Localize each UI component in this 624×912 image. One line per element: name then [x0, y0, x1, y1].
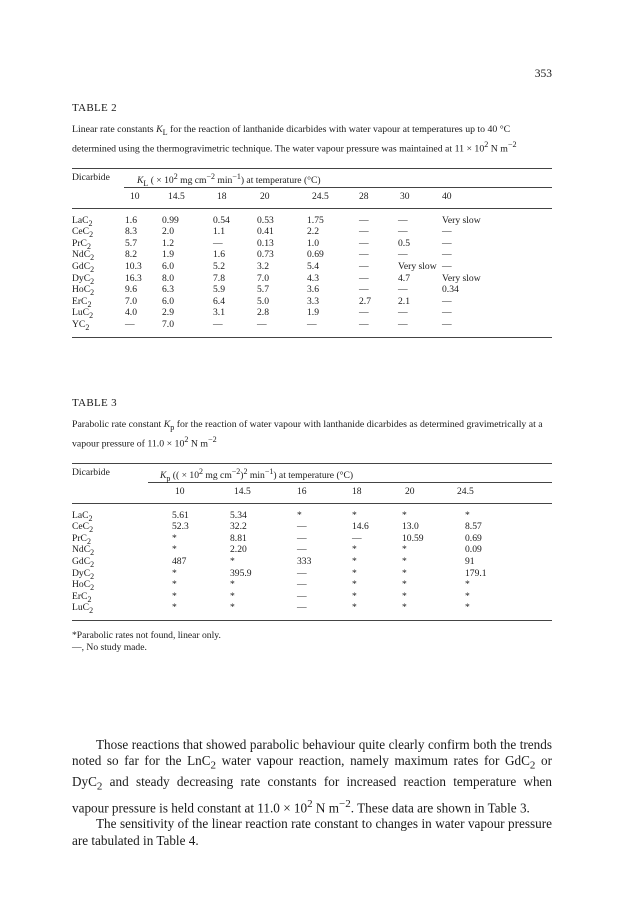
rate-cell: Very slow [442, 272, 481, 284]
rate-cell: 16.3 [125, 272, 142, 284]
table-2-col-header-dicarbide: Dicarbide [72, 171, 110, 183]
rate-cell: 3.3 [307, 295, 319, 307]
table-row [72, 510, 552, 522]
rate-cell: 3.1 [213, 307, 225, 319]
rate-cell: — [352, 532, 362, 544]
table-3-temperature-row [72, 483, 552, 503]
rate-cell: * [402, 509, 407, 521]
rate-cell: * [465, 509, 470, 521]
rate-cell: 6.0 [162, 261, 174, 272]
rate-cell: 5.2 [213, 261, 225, 272]
table-row [72, 521, 552, 533]
rate-cell: — [398, 307, 408, 319]
rate-cell: — [297, 521, 307, 533]
dicarbide-name: PrC$_2$ [72, 237, 91, 251]
rate-cell: 1.6 [213, 249, 225, 261]
rate-cell: 1.75 [307, 214, 324, 226]
rate-cell: — [297, 532, 307, 544]
rate-cell: * [352, 602, 357, 614]
rate-cell: 5.7 [257, 284, 269, 296]
rate-cell: 14.6 [352, 521, 369, 533]
table-row [72, 296, 552, 308]
rate-cell: 8.0 [162, 272, 174, 284]
rate-cell: 4.0 [125, 307, 137, 319]
dicarbide-name: ErC$_2$ [72, 590, 92, 604]
rate-cell: — [307, 318, 317, 330]
rate-cell: * [352, 509, 357, 521]
rate-cell: * [402, 602, 407, 614]
rate-cell: — [359, 261, 369, 272]
rate-cell: — [442, 226, 452, 238]
rate-cell: * [402, 567, 407, 579]
rate-cell: — [359, 249, 369, 261]
rate-cell: * [352, 579, 357, 591]
table-2-temperature-1: 14.5 [168, 190, 185, 202]
table-3-label: TABLE 3 [72, 397, 117, 409]
table-row [72, 273, 552, 285]
rate-cell: 2.0 [162, 226, 174, 238]
rate-cell: 7.0 [162, 318, 174, 330]
rate-cell: 2.9 [162, 307, 174, 319]
body-paragraph-1: Those reactions that showed parabolic behaviour quite clearly confirm both the trends noted so far for the LnC$_2$ water vapour reaction, namely maximum rates for GdC$_2$ or DyC$_2$ and steady decreasing rate constants for increased reaction temperature when vapour pressure is held constant at $11.0 \times 10^2$ N $m^{-2}$. These data are shown in Table 3. [72, 737, 552, 815]
table-row [72, 544, 552, 556]
rate-cell: 10.59 [402, 532, 424, 544]
rate-cell: — [359, 226, 369, 238]
rate-cell: 6.3 [162, 284, 174, 296]
dicarbide-name: NdC$_2$ [72, 544, 95, 558]
rate-cell: 395.9 [230, 567, 252, 579]
rate-cell: — [359, 284, 369, 296]
rate-cell: — [442, 295, 452, 307]
dicarbide-name: DyC$_2$ [72, 567, 95, 581]
table-3-note-asterisk: *Parabolic rates not found, linear only. [72, 629, 221, 641]
rate-cell: — [398, 249, 408, 261]
rate-cell: 6.0 [162, 295, 174, 307]
table-3-bottom-rule [72, 620, 552, 621]
table-row [72, 533, 552, 545]
rate-cell: 1.1 [213, 226, 225, 238]
table-2-group-header: $K_L$ ( × $10^2$ mg $cm^{-2}$ $\min^{-1}$) at temperature (°C) [137, 171, 321, 188]
dicarbide-name: HoC$_2$ [72, 579, 95, 593]
table-row [72, 591, 552, 603]
rate-cell: — [297, 590, 307, 602]
rate-cell: 8.3 [125, 226, 137, 238]
rate-cell: — [297, 544, 307, 556]
rate-cell: * [172, 602, 177, 614]
rate-cell: 13.0 [402, 521, 419, 533]
rate-cell: 8.81 [230, 532, 247, 544]
table-2-header-row [72, 169, 552, 187]
rate-cell: — [398, 214, 408, 226]
rate-cell: 7.8 [213, 272, 225, 284]
rate-cell: * [172, 567, 177, 579]
rate-cell: 7.0 [257, 272, 269, 284]
rate-cell: 4.7 [398, 272, 410, 284]
rate-cell: 0.13 [257, 237, 274, 249]
table-3-col-header-dicarbide: Dicarbide [72, 466, 110, 478]
rate-cell: Very slow [398, 261, 437, 272]
table-row [72, 568, 552, 580]
rate-cell: — [359, 214, 369, 226]
rate-cell: — [398, 318, 408, 330]
rate-cell: * [172, 532, 177, 544]
body-paragraph-2: The sensitivity of the linear reaction rate constant to changes in water vapour pressure are tabulated in Table 4. [72, 816, 552, 848]
table-2-temperature-row [72, 188, 552, 208]
table-3-group-header: $K_p$ (( × $10^2$ mg $cm^{-2})^2$ $\min^{-1}$) at temperature (°C) [160, 466, 354, 483]
rate-cell: — [359, 237, 369, 249]
rate-cell: — [125, 318, 135, 330]
rate-cell: * [352, 590, 357, 602]
table-3-note-dash: —, No study made. [72, 641, 147, 653]
rate-cell: * [465, 579, 470, 591]
rate-cell: — [257, 318, 267, 330]
rate-cell: — [442, 237, 452, 249]
rate-cell: * [230, 556, 235, 567]
rate-cell: 1.9 [307, 307, 319, 319]
table-row [72, 284, 552, 296]
dicarbide-name: CeC$_2$ [72, 521, 94, 535]
dicarbide-name: PrC$_2$ [72, 532, 91, 546]
dicarbide-name: LuC$_2$ [72, 307, 94, 321]
rate-cell: * [230, 579, 235, 591]
table-row [72, 556, 552, 568]
rate-cell: 32.2 [230, 521, 247, 533]
rate-cell: 1.9 [162, 249, 174, 261]
dicarbide-name: DyC$_2$ [72, 272, 95, 286]
rate-cell: 2.20 [230, 544, 247, 556]
rate-cell: 52.3 [172, 521, 189, 533]
rate-cell: — [442, 249, 452, 261]
rate-cell: 1.2 [162, 237, 174, 249]
table-row [72, 319, 552, 331]
rate-cell: 10.3 [125, 261, 142, 272]
table-2-temperature-4: 24.5 [312, 190, 329, 202]
rate-cell: — [359, 272, 369, 284]
rate-cell: * [230, 602, 235, 614]
table-row [72, 249, 552, 261]
table-2-temperature-7: 40 [442, 190, 452, 202]
rate-cell: — [213, 318, 223, 330]
rate-cell: 2.1 [398, 295, 410, 307]
rate-cell: 0.99 [162, 214, 179, 226]
rate-cell: 5.4 [307, 261, 319, 272]
dicarbide-name: $YC_2$ [72, 318, 90, 332]
table-3-temperature-3: 18 [352, 485, 362, 497]
dicarbide-name: ErC$_2$ [72, 295, 92, 309]
rate-cell: 0.54 [213, 214, 230, 226]
rate-cell: 9.6 [125, 284, 137, 296]
table-2-temperature-3: 20 [260, 190, 270, 202]
dicarbide-name: GdC$_2$ [72, 261, 95, 274]
rate-cell: 5.34 [230, 509, 247, 521]
rate-cell: — [359, 318, 369, 330]
table-row [72, 226, 552, 238]
rate-cell: — [297, 602, 307, 614]
rate-cell: 0.53 [257, 214, 274, 226]
table-2-temperature-2: 18 [217, 190, 227, 202]
table-3-temperature-0: 10 [175, 485, 185, 497]
rate-cell: 0.34 [442, 284, 459, 296]
rate-cell: 0.09 [465, 544, 482, 556]
table-row [72, 579, 552, 591]
table-row [72, 238, 552, 250]
rate-cell: * [402, 579, 407, 591]
page-number: 353 [534, 68, 552, 80]
table-3-temperature-2: 16 [297, 485, 307, 497]
table-2-label: TABLE 2 [72, 102, 117, 114]
dicarbide-name: LuC$_2$ [72, 602, 94, 616]
body-text [72, 737, 552, 849]
table-row [72, 261, 552, 273]
table-3-temperature-5: 24.5 [457, 485, 474, 497]
rate-cell: 487 [172, 556, 187, 567]
table-2-body [72, 209, 552, 337]
dicarbide-name: GdC$_2$ [72, 556, 95, 569]
rate-cell: 0.69 [465, 532, 482, 544]
rate-cell: — [442, 318, 452, 330]
rate-cell: 2.7 [359, 295, 371, 307]
dicarbide-name: CeC$_2$ [72, 226, 94, 240]
rate-cell: Very slow [442, 214, 481, 226]
table-2-temperature-6: 30 [400, 190, 410, 202]
rate-cell: 8.57 [465, 521, 482, 533]
dicarbide-name: LaC$_2$ [72, 214, 93, 228]
rate-cell: * [230, 590, 235, 602]
rate-cell: * [297, 509, 302, 521]
rate-cell: — [359, 307, 369, 319]
rate-cell: * [465, 602, 470, 614]
rate-cell: 5.9 [213, 284, 225, 296]
table-3 [72, 397, 552, 654]
dicarbide-name: LaC$_2$ [72, 509, 93, 523]
table-row [72, 307, 552, 319]
table-row [72, 215, 552, 227]
rate-cell: 0.73 [257, 249, 274, 261]
rate-cell: 6.4 [213, 295, 225, 307]
rate-cell: — [213, 237, 223, 249]
rate-cell: * [402, 590, 407, 602]
rate-cell: * [172, 590, 177, 602]
rate-cell: 2.8 [257, 307, 269, 319]
rate-cell: * [352, 556, 357, 567]
rate-cell: 179.1 [465, 567, 487, 579]
rate-cell: — [297, 567, 307, 579]
rate-cell: 4.3 [307, 272, 319, 284]
rate-cell: — [297, 579, 307, 591]
rate-cell: 2.2 [307, 226, 319, 238]
rate-cell: — [442, 261, 452, 272]
rate-cell: 1.6 [125, 214, 137, 226]
rate-cell: 5.0 [257, 295, 269, 307]
rate-cell: * [402, 556, 407, 567]
table-2-temperature-0: 10 [130, 190, 140, 202]
rate-cell: * [352, 567, 357, 579]
table-2-caption: Linear rate constants $K_L$ for the reaction of lanthanide dicarbides with water vapour at temperatures up to 40 °C determined using the thermogravimetric technique. The water vapour pressure was maintained at $11 \times 10^2$ N $m^{-2}$ [72, 124, 517, 155]
table-3-temperature-4: 20 [405, 485, 415, 497]
rate-cell: 5.7 [125, 237, 137, 249]
rate-cell: 333 [297, 556, 312, 567]
rate-cell: 8.2 [125, 249, 137, 261]
rate-cell: 0.5 [398, 237, 410, 249]
rate-cell: * [172, 544, 177, 556]
table-3-temperature-1: 14.5 [234, 485, 251, 497]
rate-cell: * [352, 544, 357, 556]
rate-cell: 3.6 [307, 284, 319, 296]
dicarbide-name: NdC$_2$ [72, 249, 95, 263]
rate-cell: 3.2 [257, 261, 269, 272]
table-3-body [72, 504, 552, 620]
rate-cell: 0.69 [307, 249, 324, 261]
rate-cell: — [442, 307, 452, 319]
table-2 [72, 102, 552, 338]
table-row [72, 602, 552, 614]
rate-cell: 1.0 [307, 237, 319, 249]
table-2-bottom-rule [72, 337, 552, 338]
rate-cell: — [398, 284, 408, 296]
rate-cell: 91 [465, 556, 475, 567]
rate-cell: * [465, 590, 470, 602]
rate-cell: 7.0 [125, 295, 137, 307]
table-3-header-row [72, 464, 552, 482]
table-2-temperature-5: 28 [359, 190, 369, 202]
rate-cell: 5.61 [172, 509, 189, 521]
rate-cell: * [172, 579, 177, 591]
table-3-caption: Parabolic rate constant $K_p$ for the reaction of water vapour with lanthanide dicarbides as determined gravimetrically at a vapour pressure of $11.0 \times 10^2$ N $m^{-2}$ [72, 419, 543, 450]
rate-cell: 0.41 [257, 226, 274, 238]
dicarbide-name: HoC$_2$ [72, 284, 95, 298]
rate-cell: — [398, 226, 408, 238]
rate-cell: * [402, 544, 407, 556]
table-3-notes [72, 630, 552, 654]
